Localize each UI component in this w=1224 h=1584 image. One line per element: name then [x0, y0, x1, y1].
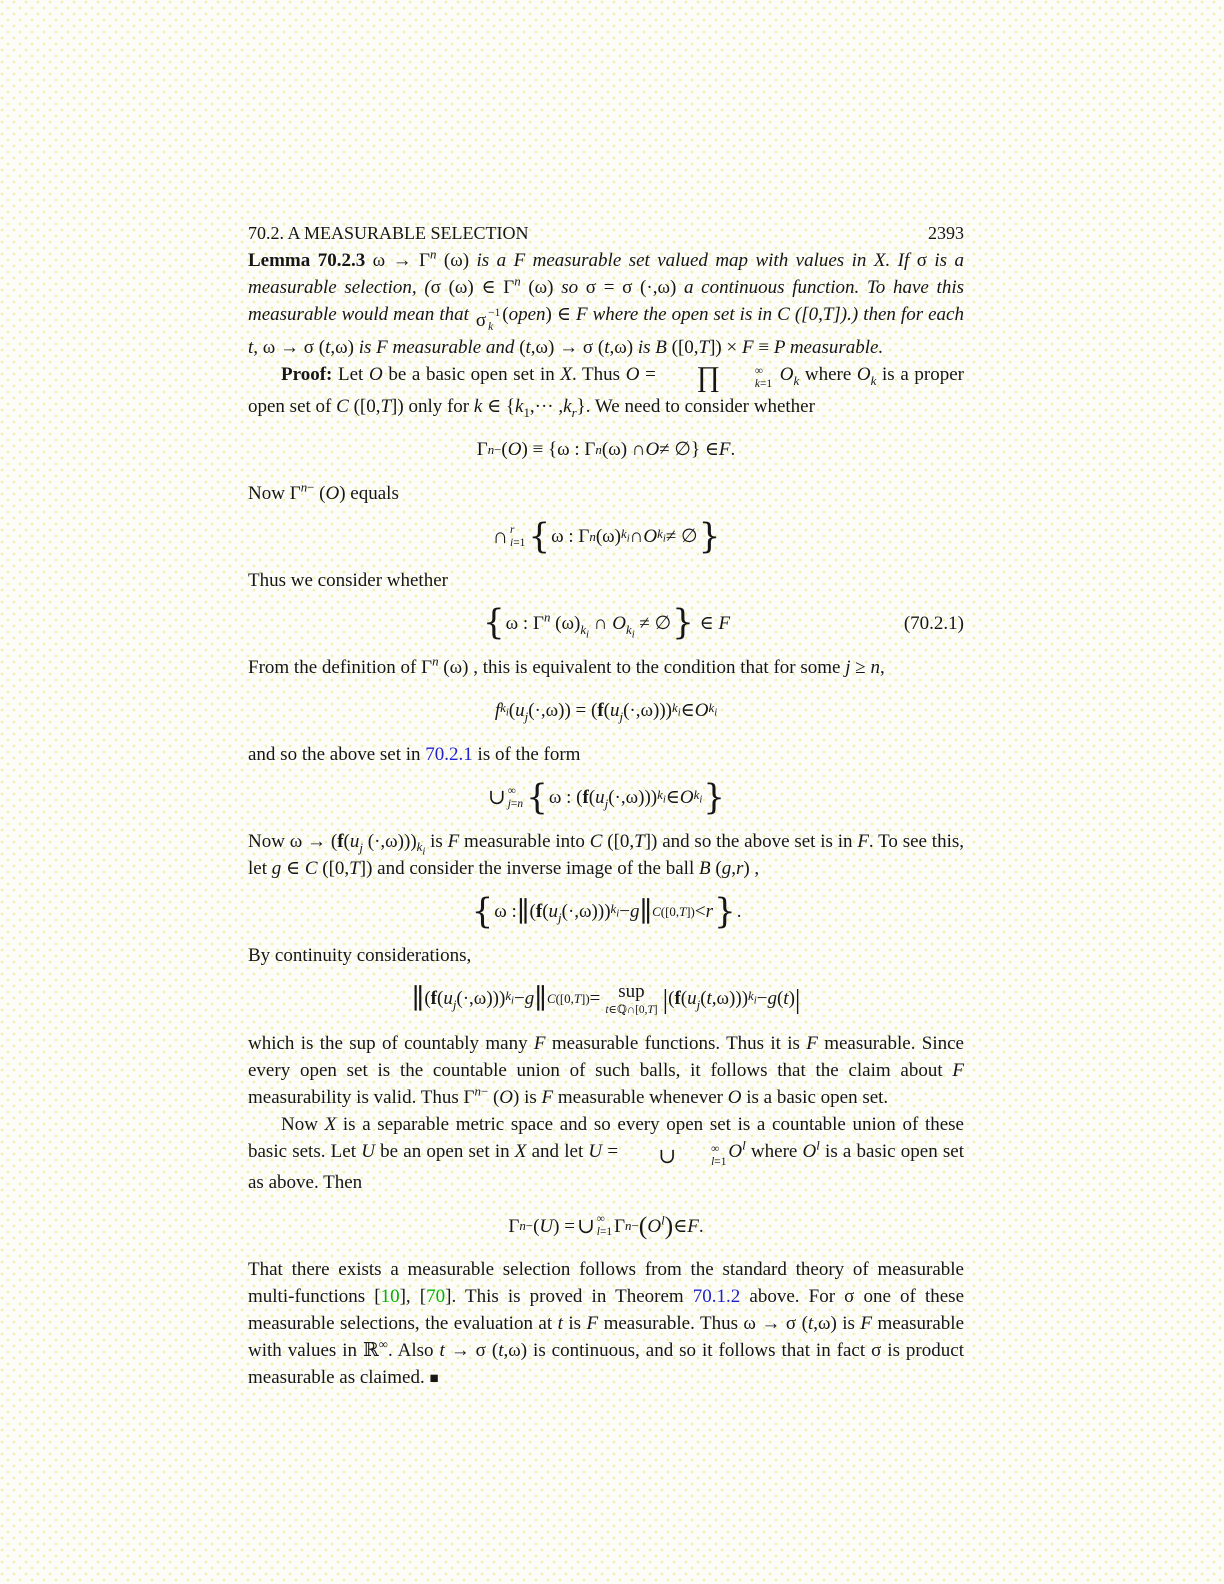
equation-gamma-u-union: Γ n− ( U ) = ∪ ∞ l=1 Γ n− ( $O^l$ ) ∈ F . — [508, 1211, 704, 1241]
closing-text-4: above. For σ one of these measurable selections, the evaluation at t is F measurable. Thus ω → σ (t,ω) is F measurable with values in ℝ∞. Also t → σ (t,ω) is continuous, and so it follows that in fact σ is product measurable as claimed. ■ — [248, 1286, 965, 1389]
lemma-label: Lemma 70.2.3 — [248, 250, 366, 271]
link-ref-70-1-2[interactable]: 70.1.2 — [692, 1286, 741, 1308]
equation-number-70-2-1: (70.2.1) — [903, 612, 964, 634]
and-so-post-text: is of the form — [472, 743, 581, 765]
equation-70-2-1: {ω : $\Gamma^n$ $(\omega)_{k_i}$ ∩ $O_{k_i}$ ≠ ∅} ∈ F — [482, 602, 731, 643]
equation-70-2-1-row — [248, 602, 964, 643]
link-cite-70[interactable]: 70 — [426, 1286, 446, 1308]
and-so-line — [248, 741, 964, 768]
now-gamma-equals-line: Now $\Gamma^{n-}$ (O) equals — [248, 479, 399, 504]
closing-text-3: ]. This is proved in Theorem — [445, 1286, 693, 1308]
equation-ball-inverse-image: { ω : ∥ ( f ( $u_j$ (·,ω))) $k_i$ − g ∥ C([0,T]) < r } . — [471, 891, 742, 932]
and-so-pre-text: and so the above set in — [248, 743, 426, 765]
equation-union-set: ∪ ∞ j=n { ω : ( f ( $u_j$ (·,ω))) $k_i$ ∈ O $k_i$ } — [487, 777, 726, 818]
proof-intro-paragraph: Proof: Let O be a basic open set in X. Thus O = ∏ ∞ k=1 $O_k$ where $O_k$ is a proper open set of C ([0,T]) only for k ∈ $\{k_1,\cdot\cdot\cdot ,k_r\}$. We need to consider whether — [248, 362, 964, 420]
lemma-paragraph — [248, 247, 964, 361]
equation-f-membership: f $k_i$ ( $u_j$ (·,ω)) = ( f ( $u_j$ (·,ω))) $k_i$ ∈ O $k_i$ — [494, 699, 718, 724]
from-definition-line: From the definition of $\Gamma^n$ (ω) , this is equivalent to the condition that for some j ≥ n, — [248, 653, 885, 678]
thus-consider-line: Thus we consider whether — [248, 569, 448, 591]
link-cite-10[interactable]: 10 — [380, 1286, 400, 1308]
page-header — [248, 220, 964, 247]
equation-sup-norm: ∥ ( f ( $u_j$ (·,ω))) $k_i$ − g ∥ C([0,T]) = sup t∈ℚ∩[0,T] | ( f ( $u_j$ ( t ,ω))) $k_i$ − g ( t ) | — [411, 980, 801, 1016]
now-x-separable-paragraph: Now X is a separable metric space and so every open set is a countable union of these basic sets. Let U be an open set in X and let U = ∪ ∞ l=1 $O^l$ where $O^l$ is a basic open set as above. Then — [248, 1113, 965, 1194]
equation-gamma-inverse-definition: Γ n− ( O ) ≡ {ω : Γ n (ω) ∩ O ≠ ∅} ∈ F . — [476, 438, 736, 460]
equation-intersection-set: ∩ r i=1 { ω : Γ n (ω) $k_i$ ∩ O $k_i$ ≠ ∅ } — [492, 516, 721, 557]
closing-paragraph — [248, 1256, 964, 1392]
running-section-title: 70.2. A MEASURABLE SELECTION — [248, 223, 529, 243]
which-is-sup-paragraph: which is the sup of countably many F measurable functions. Thus it is F measurable. Since every open set is the countable union of such balls, it follows that the claim about F measurability is valid. Thus $\Gamma^{n-}$ (O) is F measurable whenever O is a basic open set. — [248, 1032, 964, 1108]
content-column — [248, 220, 964, 1392]
page-number: 2393 — [928, 223, 964, 243]
closing-text-1: That there exists a measurable selection follows from the standard theory of measurable multi-functions [ — [248, 1259, 964, 1308]
closing-text-2: ], [ — [399, 1286, 427, 1308]
now-omega-paragraph: Now $\omega \to (f(u_j$ $(\cdot,\omega)))_{k_i}$ is F measurable into C ([0,T]) and so the above set is in F. To see this, let g ∈ C ([0,T]) and consider the inverse image of the ball B (g,r) , — [248, 830, 964, 879]
lemma-body: $\omega \to \Gamma^n$ (ω) is a F measurable set valued map with values in X. If σ is a measurable selection, (σ (ω) ∈ $\Gamma^n$ (ω) so σ = σ (·,ω) a continuous function. To have this measurable would mean that σ −1 k (open) ∈ F where the open set is in C ([0,T]).) then for each t, ω → σ (t,ω) is F measurable and (t,ω) → σ (t,ω) is B ([0,T]) × F ≡ P measurable. — [248, 246, 964, 359]
by-continuity-line: By continuity considerations, — [248, 944, 472, 966]
link-ref-70-2-1[interactable]: 70.2.1 — [425, 743, 473, 765]
